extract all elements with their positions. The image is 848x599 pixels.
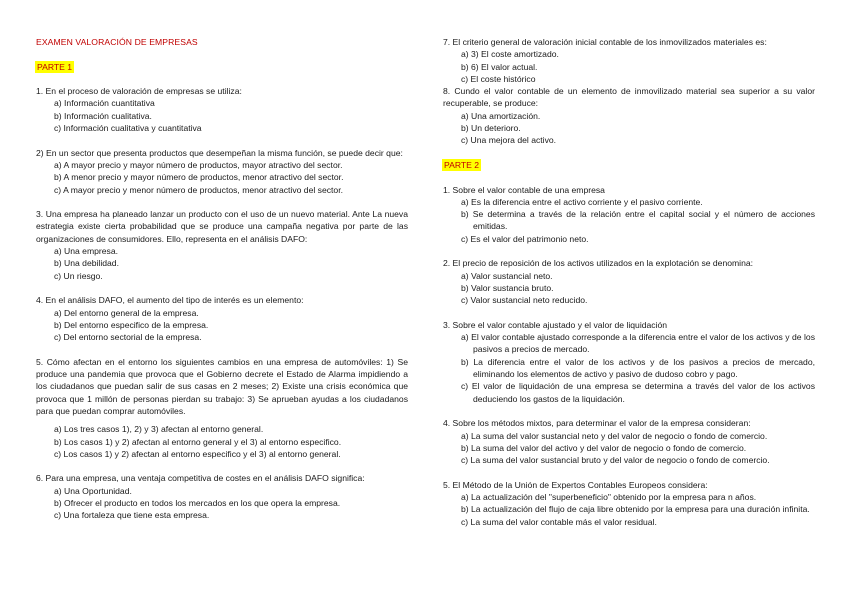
- option-c: c) Información cualitativa y cuantitativa: [54, 123, 202, 134]
- option-b: b) A menor precio y mayor número de productos, menor atractivo del sector.: [54, 172, 344, 183]
- option-b: b) La suma del valor del activo y del valor de negocio o fondo de comercio.: [461, 442, 747, 453]
- option-c: c) Una mejora del activo.: [461, 135, 557, 146]
- option-b: b) Una debilidad.: [54, 258, 119, 269]
- option-b: b) Ofrecer el producto en todos los mercados en los que opera la empresa.: [54, 497, 341, 508]
- question-text: 3. Una empresa ha planeado lanzar un producto con el uso de un nuevo material. Ante La nueva estrategia existe cierta probabilidad que se produce una campaña negativa por parte de las organizaciones de consumidores. Ello, representa en el análisis DAFO:: [36, 209, 408, 244]
- option-b: b) La diferencia entre el valor de los activos y de los pasivos a precios de mercado, eliminando los elementos de activo y pasivo de dudoso cobro y pago.: [461, 356, 815, 380]
- question-text: 4. En el análisis DAFO, el aumento del tipo de interés es un elemento:: [36, 295, 304, 306]
- option-b: b) Los casos 1) y 2) afectan al entorno general y el 3) al entorno especifico.: [54, 436, 342, 447]
- question-1: [36, 85, 408, 134]
- option-c: c) A mayor precio y menor número de productos, menor atractivo del sector.: [54, 184, 343, 195]
- option-a: a) Los tres casos 1), 2) y 3) afectan al entorno general.: [54, 424, 264, 435]
- right-column: [443, 36, 815, 528]
- option-c: c) Los casos 1) y 2) afectan al entorno especifico y el 3) al entorno general.: [54, 448, 341, 459]
- option-a: a) 3) El coste amortizado.: [461, 49, 559, 60]
- question-text: 6. Para una empresa, una ventaja competitiva de costes en el análisis DAFO significa:: [36, 473, 365, 484]
- question-5: [36, 356, 408, 460]
- question-3: [36, 208, 408, 282]
- option-c: c) Una fortaleza que tiene esta empresa.: [54, 510, 210, 521]
- option-a: a) La actualización del "superbeneficio" obtenido por la empresa para n años.: [461, 491, 757, 502]
- option-a: a) Una empresa.: [54, 246, 119, 257]
- option-c: c) La suma del valor sustancial bruto y del valor de negocio o fondo de comercio.: [461, 455, 770, 466]
- question-6: [36, 472, 408, 521]
- part-1-label: PARTE 1: [37, 61, 73, 72]
- option-a: a) El valor contable ajustado corresponde a la diferencia entre el valor de los activos y de los pasivos a precios de mercado.: [461, 332, 815, 355]
- option-a: a) La suma del valor sustancial neto y del valor de negocio o fondo de comercio.: [461, 430, 768, 441]
- question-text: 4. Sobre los métodos mixtos, para determinar el valor de la empresa consideran:: [443, 418, 751, 429]
- option-b: b) 6) El valor actual.: [461, 61, 538, 72]
- question-2: [36, 147, 408, 196]
- option-c: c) Valor sustancial neto reducido.: [461, 295, 588, 306]
- question-text: 5. El Método de la Unión de Expertos Contables Europeos considera:: [443, 479, 708, 490]
- part-2-label: PARTE 2: [444, 159, 480, 170]
- question-text: 1. En el proceso de valoración de empresas se utiliza:: [36, 86, 242, 97]
- option-a: a) A mayor precio y mayor número de productos, mayor atractivo del sector.: [54, 159, 343, 170]
- option-c: c) El valor de liquidación de una empresa se determina a través del valor de los activos deduciendo los gastos de la liquidación.: [461, 381, 815, 404]
- option-b: b) Valor sustancia bruto.: [461, 282, 554, 293]
- question-text: 3. Sobre el valor contable ajustado y el valor de liquidación: [443, 319, 668, 330]
- part2-question-1: [443, 184, 815, 245]
- option-a: a) Una Oportunidad.: [54, 485, 132, 496]
- option-a: a) Información cuantitativa: [54, 98, 155, 109]
- left-column: [36, 36, 408, 522]
- question-4: [36, 294, 408, 343]
- option-a: a) Una amortización.: [461, 110, 541, 121]
- question-7: [443, 36, 815, 85]
- question-text: 2) En un sector que presenta productos que desempeñan la misma función, se puede decir que:: [36, 147, 403, 158]
- question-text: 2. El precio de reposición de los activos utilizados en la explotación se denomina:: [443, 258, 754, 269]
- option-b: b) La actualización del flujo de caja libre obtenido por la empresa para una duración infinita.: [461, 504, 810, 515]
- option-a: a) Valor sustancial neto.: [461, 270, 553, 281]
- option-c: c) Es el valor del patrimonio neto.: [461, 233, 589, 244]
- question-text: 8. Cundo el valor contable de un elemento de inmovilizado material sea superior a su valor recuperable, se produce:: [443, 86, 815, 109]
- question-text: 5. Cómo afectan en el entorno los siguientes cambios en una empresa de automóviles: 1) Se produce una pandemia que provoca que el Gobierno decrete el Estado de Alarma impidiendo a los ciudadanos que puedan salir de sus casas en 2 meses; 2) Existe una crisis económica que provoca que 1 millón de personas pierdan su trabajo: 3) Se aprueban ayudas a los ciudadanos para que puedan comprar automóviles.: [36, 356, 408, 416]
- option-a: a) Es la diferencia entre el activo corriente y el pasivo corriente.: [461, 196, 703, 207]
- option-b: b) Información cualitativa.: [54, 110, 152, 121]
- option-b: b) Se determina a través de la relación entre el capital social y el número de acciones emitidas.: [461, 209, 815, 232]
- option-c: c) Del entorno sectorial de la empresa.: [54, 332, 202, 343]
- part2-question-3: [443, 319, 815, 405]
- question-text: 1. Sobre el valor contable de una empresa: [443, 184, 605, 195]
- option-b: b) Un deterioro.: [461, 123, 521, 134]
- exam-title: EXAMEN VALORACIÓN DE EMPRESAS: [36, 37, 198, 47]
- part2-question-4: [443, 417, 815, 466]
- option-b: b) Del entorno especifico de la empresa.: [54, 319, 209, 330]
- option-c: c) El coste histórico: [461, 73, 536, 84]
- part2-question-2: [443, 257, 815, 306]
- option-c: c) La suma del valor contable más el valor residual.: [461, 516, 657, 527]
- part2-question-5: [443, 479, 815, 528]
- option-c: c) Un riesgo.: [54, 270, 103, 281]
- question-8: [443, 85, 815, 146]
- question-text: 7. El criterio general de valoración inicial contable de los inmovilizados materiales es:: [443, 37, 767, 47]
- option-a: a) Del entorno general de la empresa.: [54, 307, 199, 318]
